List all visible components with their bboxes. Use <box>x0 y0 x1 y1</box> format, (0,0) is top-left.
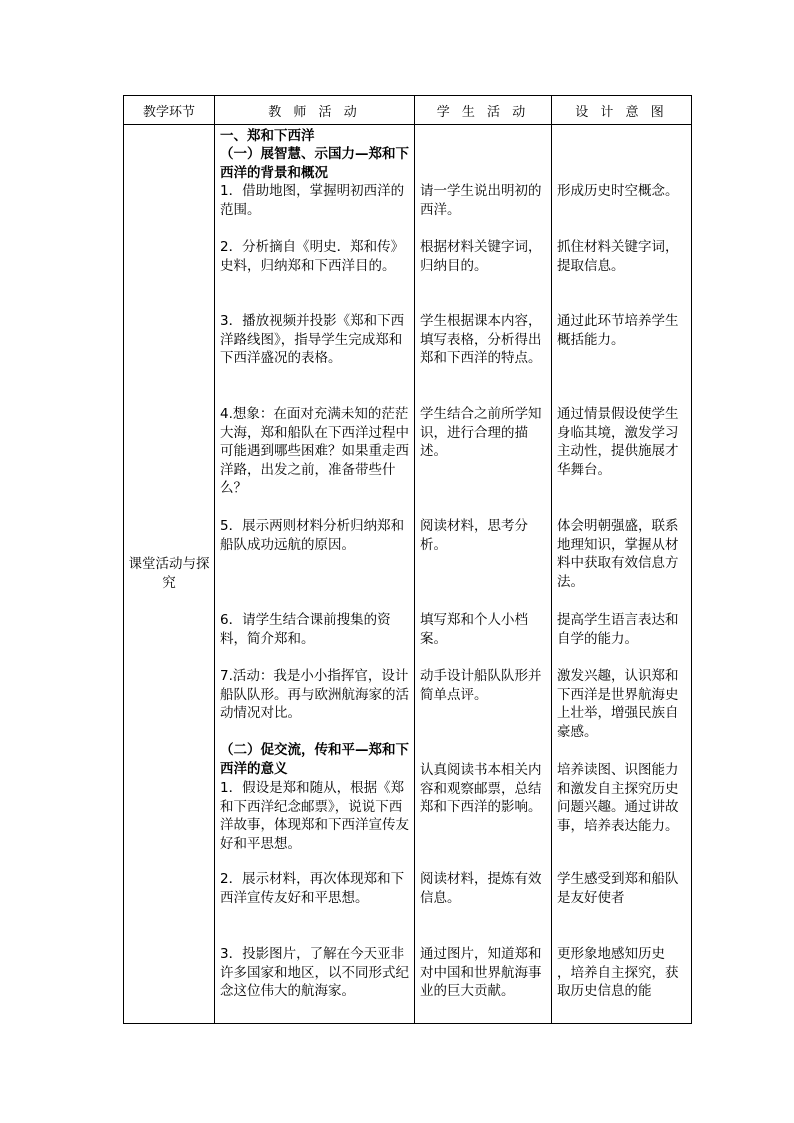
content-row <box>124 125 692 1024</box>
design-item-10: 更形象地感知历史 ，培养自主探究，获取历史信息的能 <box>557 946 733 999</box>
section1-title: 一、郑和下西洋 <box>220 128 315 144</box>
teacher-item-3: 3．播放视频并投影《郑和下西洋路线图》，指导学生完成郑和下西洋盛况的表格。 <box>220 313 405 366</box>
design-item-4: 通过情景假设使学生身临其境，激发学习主动性，提供施展才华舞台。 <box>557 406 679 478</box>
header-teacher: 教 师 活 动 <box>215 96 415 125</box>
header-student: 学 生 活 动 <box>415 96 552 125</box>
student-item-1: 请一学生说出明初的西洋。 <box>420 183 542 218</box>
teacher-item-4: 4.想象：在面对充满未知的茫茫大海，郑和船队在下西洋过程中可能遇到哪些困难？如果重走西洋路，出发之前，准备带些什么？ <box>220 406 409 496</box>
teacher-item-9: 2．展示材料，再次体现郑和下西洋宣传友好和平思想。 <box>220 871 405 906</box>
student-item-4: 学生结合之前所学知识，进行合理的描述。 <box>420 406 542 459</box>
design-item-7: 激发兴趣，认识郑和下西洋是世界航海史上壮举，增强民族自豪感。 <box>557 668 679 740</box>
teacher-column <box>215 125 415 1024</box>
teacher-item-5: 5．展示两则材料分析归纳郑和船队成功远航的原因。 <box>220 518 405 553</box>
design-item-1: 形成历史时空概念。 <box>557 183 679 199</box>
teacher-item-7: 7.活动：我是小小指挥官，设计船队队形。再与欧洲航海家的活动情况对比。 <box>220 668 409 721</box>
design-item-6: 提高学生语言表达和自学的能力。 <box>557 612 679 647</box>
teacher-item-8: 1．假设是郑和随从，根据《郑和下西洋纪念邮票》，说说下西洋故事，体现郑和下西洋宣传友好和平思想。 <box>220 780 409 852</box>
section1-subtitle: （一）展智慧、示国力—郑和下西洋的背景和概况 <box>220 146 409 181</box>
student-item-6: 填写郑和个人小档案。 <box>420 612 528 647</box>
teacher-item-1: 1．借助地图，掌握明初西洋的范围。 <box>220 183 405 218</box>
header-row <box>124 96 692 125</box>
student-item-8: 认真阅读书本相关内容和观察邮票，总结郑和下西洋的影响。 <box>420 762 542 815</box>
student-item-7: 动手设计船队队形并简单点评。 <box>420 668 542 703</box>
teacher-item-6: 6．请学生结合课前搜集的资料，简介郑和。 <box>220 612 391 647</box>
student-item-2: 根据材料关键字词，归纳目的。 <box>420 239 542 274</box>
section2-subtitle: （二）促交流，传和平—郑和下西洋的意义 <box>220 742 409 777</box>
design-item-5: 体会明朝强盛，联系地理知识，掌握从材料中获取有效信息方法。 <box>557 518 679 590</box>
student-column <box>415 125 552 1024</box>
design-item-3: 通过此环节培养学生概括能力。 <box>557 313 679 348</box>
student-item-10: 通过图片，知道郑和对中国和世界航海事业的巨大贡献。 <box>420 946 542 999</box>
design-column <box>552 125 733 1024</box>
design-item-2: 抓住材料关键字词，提取信息。 <box>557 239 679 274</box>
student-item-9: 阅读材料，提炼有效信息。 <box>420 871 542 906</box>
design-item-8: 培养读图、识图能力和激发自主探究历史问题兴趣。通过讲故事，培养表达能力。 <box>557 762 679 834</box>
student-item-3: 学生根据课本内容，填写表格，分析得出郑和下西洋的特点。 <box>420 313 542 366</box>
header-design: 设 计 意 图 <box>552 96 692 125</box>
student-item-5: 阅读材料，思考分析。 <box>420 518 528 553</box>
lesson-plan-table <box>123 95 733 1024</box>
header-stage: 教学环节 <box>124 96 215 125</box>
teacher-item-2: 2．分析摘自《明史．郑和传》史料，归纳郑和下西洋目的。 <box>220 239 405 274</box>
design-item-9: 学生感受到郑和船队是友好使者 <box>557 871 679 906</box>
stage-cell: 课堂活动与探究 <box>124 125 215 1024</box>
teacher-item-10: 3．投影图片，了解在今天亚非许多国家和地区，以不同形式纪念这位伟大的航海家。 <box>220 946 409 999</box>
